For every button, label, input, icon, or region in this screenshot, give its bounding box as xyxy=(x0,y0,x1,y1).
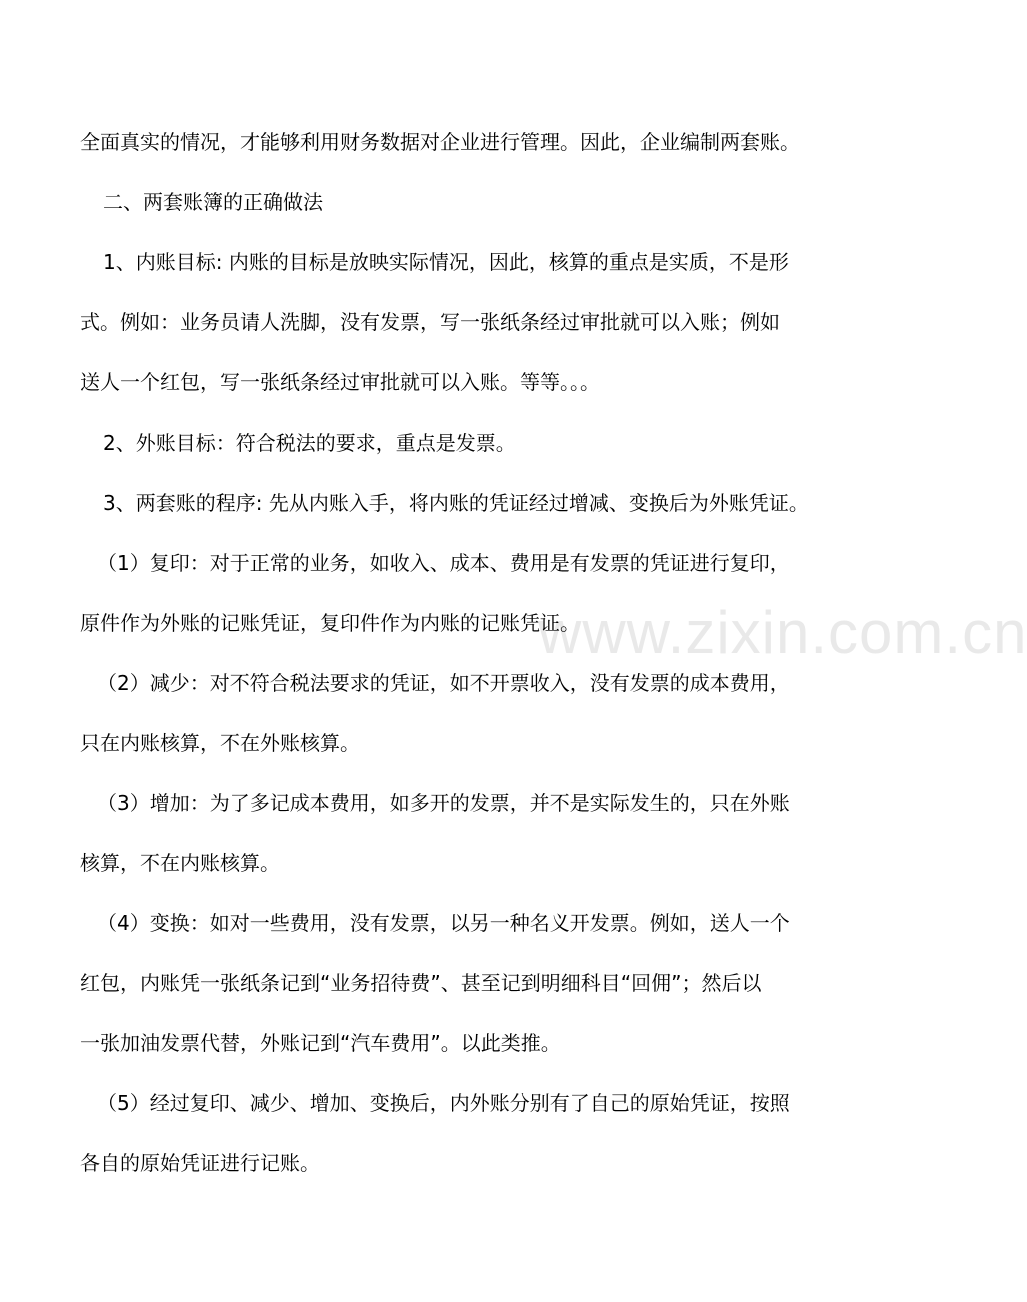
paragraph-line: （5）经过复印、减少、增加、变换后，内外账分别有了自己的原始凭证，按照 xyxy=(97,1091,790,1115)
paragraph-line: 2、外账目标：符合税法的要求，重点是发票。 xyxy=(103,431,516,455)
paragraph-line: （2）减少：对不符合税法要求的凭证，如不开票收入，没有发票的成本费用， xyxy=(97,671,790,695)
paragraph-line: 原件作为外账的记账凭证，复印件作为内账的记账凭证。 xyxy=(80,611,580,635)
watermark: www.zixin.com.cn xyxy=(538,599,1027,666)
paragraph-line: 核算，不在内账核算。 xyxy=(80,851,280,875)
paragraph-line: （3）增加：为了多记成本费用，如多开的发票，并不是实际发生的，只在外账 xyxy=(97,791,790,815)
paragraph-line: 1、内账目标: 内账的目标是放映实际情况，因此，核算的重点是实质，不是形 xyxy=(103,250,789,274)
paragraph-line: 送人一个红包，写一张纸条经过审批就可以入账。等等。。。 xyxy=(80,370,600,394)
paragraph-line: 全面真实的情况，才能够利用财务数据对企业进行管理。因此，企业编制两套账。 xyxy=(80,130,800,154)
paragraph-line: 式。例如：业务员请人洗脚，没有发票，写一张纸条经过审批就可以入账；例如 xyxy=(80,310,780,334)
paragraph-line: 红包，内账凭一张纸条记到“业务招待费”、甚至记到明细科目“回佣”；然后以 xyxy=(80,971,762,995)
paragraph-line: （4）变换：如对一些费用，没有发票，以另一种名义开发票。例如，送人一个 xyxy=(97,911,790,935)
paragraph-line: （1）复印：对于正常的业务，如收入、成本、费用是有发票的凭证进行复印， xyxy=(97,551,790,575)
paragraph-line: 一张加油发票代替，外账记到“汽车费用”。以此类推。 xyxy=(80,1031,561,1055)
section-heading: 二、两套账簿的正确做法 xyxy=(103,190,323,214)
paragraph-line: 3、两套账的程序: 先从内账入手，将内账的凭证经过增减、变换后为外账凭证。 xyxy=(103,491,809,515)
paragraph-line: 只在内账核算，不在外账核算。 xyxy=(80,731,360,755)
paragraph-line: 各自的原始凭证进行记账。 xyxy=(80,1151,320,1175)
